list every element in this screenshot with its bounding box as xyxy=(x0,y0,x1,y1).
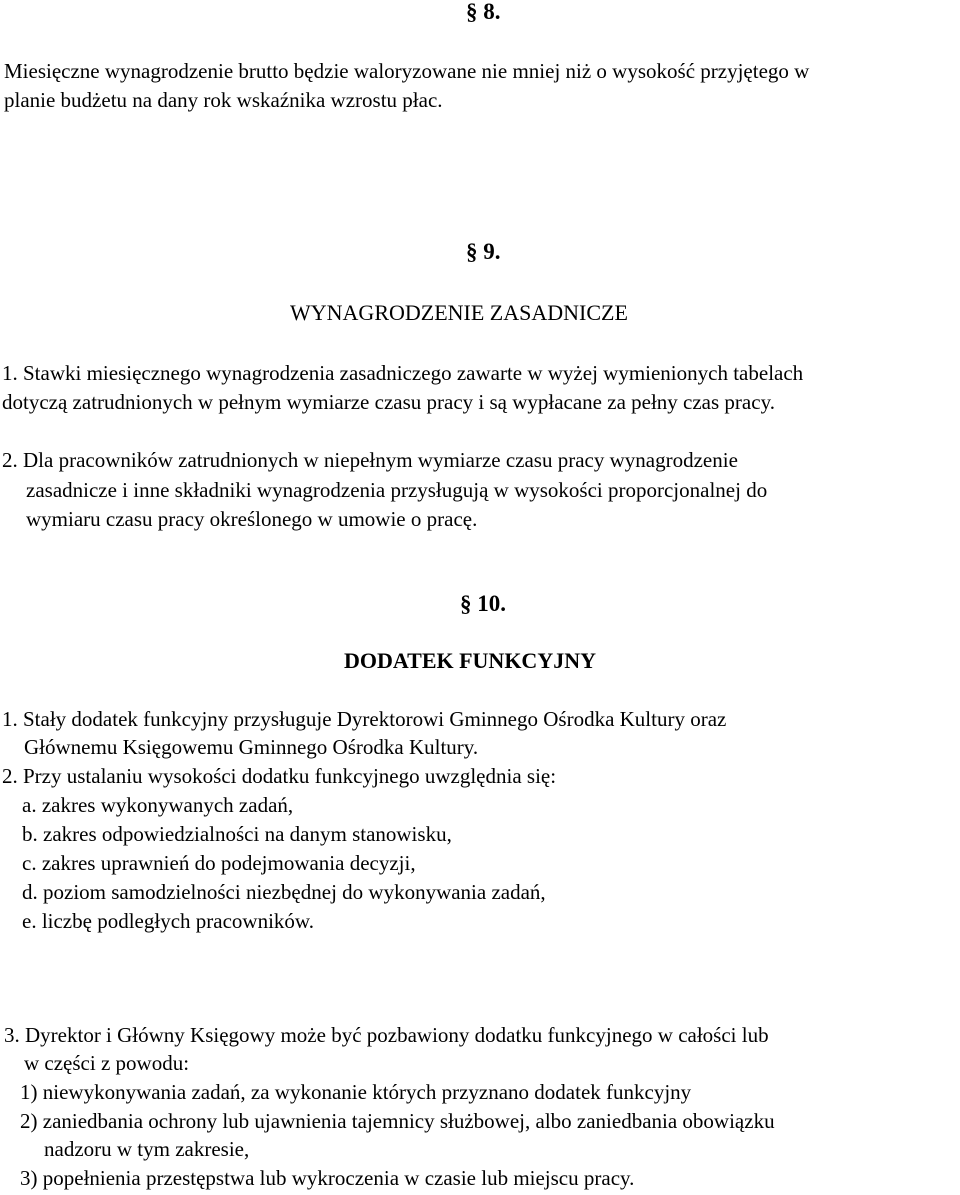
section-10-heading: § 10. xyxy=(460,591,506,616)
section-10-item-3-line-1: 3. Dyrektor i Główny Księgowy może być pozbawiony dodatku funkcyjnego w całości lub xyxy=(4,1023,769,1047)
section-8-line-2: planie budżetu na dany rok wskaźnika wzrostu płac. xyxy=(4,88,443,112)
criteria-item-d: d. poziom samodzielności niezbędnej do wykonywania zadań, xyxy=(22,880,546,904)
section-8-line-1: Miesięczne wynagrodzenie brutto będzie waloryzowane nie mniej niż o wysokość przyjętego w xyxy=(4,59,810,83)
section-9-heading: § 9. xyxy=(466,239,501,264)
section-9-item-2-line-2: zasadnicze i inne składniki wynagrodzenia przysługują w wysokości proporcjonalnej do xyxy=(26,478,768,502)
section-9-title: WYNAGRODZENIE ZASADNICZE xyxy=(290,300,628,325)
section-10-item-1-line-2: Głównemu Księgowemu Gminnego Ośrodka Kultury. xyxy=(24,735,479,759)
section-9-item-1-line-1: 1. Stawki miesięcznego wynagrodzenia zasadniczego zawarte w wyżej wymienionych tabelach xyxy=(2,361,804,385)
reason-item-2-line-2: nadzoru w tym zakresie, xyxy=(44,1137,250,1161)
criteria-item-b: b. zakres odpowiedzialności na danym stanowisku, xyxy=(22,822,452,846)
reason-item-1: 1) niewykonywania zadań, za wykonanie których przyznano dodatek funkcyjny xyxy=(20,1080,692,1104)
section-9-item-2-line-1: 2. Dla pracowników zatrudnionych w niepełnym wymiarze czasu pracy wynagrodzenie xyxy=(2,448,738,472)
section-10-item-1-line-1: 1. Stały dodatek funkcyjny przysługuje Dyrektorowi Gminnego Ośrodka Kultury oraz xyxy=(2,707,727,731)
reason-item-2-line-1: 2) zaniedbania ochrony lub ujawnienia tajemnicy służbowej, albo zaniedbania obowiązku xyxy=(20,1109,775,1133)
section-8-heading: § 8. xyxy=(466,0,501,24)
criteria-item-e: e. liczbę podległych pracowników. xyxy=(22,909,314,933)
criteria-item-c: c. zakres uprawnień do podejmowania decyzji, xyxy=(22,851,416,875)
section-10-item-3-line-2: w części z powodu: xyxy=(24,1051,190,1075)
section-10-title: DODATEK FUNKCYJNY xyxy=(344,648,596,673)
section-9-item-1-line-2: dotyczą zatrudnionych w pełnym wymiarze czasu pracy i są wypłacane za pełny czas pracy. xyxy=(2,390,775,414)
section-10-item-2: 2. Przy ustalaniu wysokości dodatku funkcyjnego uwzględnia się: xyxy=(2,764,557,788)
criteria-item-a: a. zakres wykonywanych zadań, xyxy=(22,793,294,817)
reason-item-3: 3) popełnienia przestępstwa lub wykroczenia w czasie lub miejscu pracy. xyxy=(20,1166,635,1190)
section-9-item-2-line-3: wymiaru czasu pracy określonego w umowie o pracę. xyxy=(26,507,478,531)
